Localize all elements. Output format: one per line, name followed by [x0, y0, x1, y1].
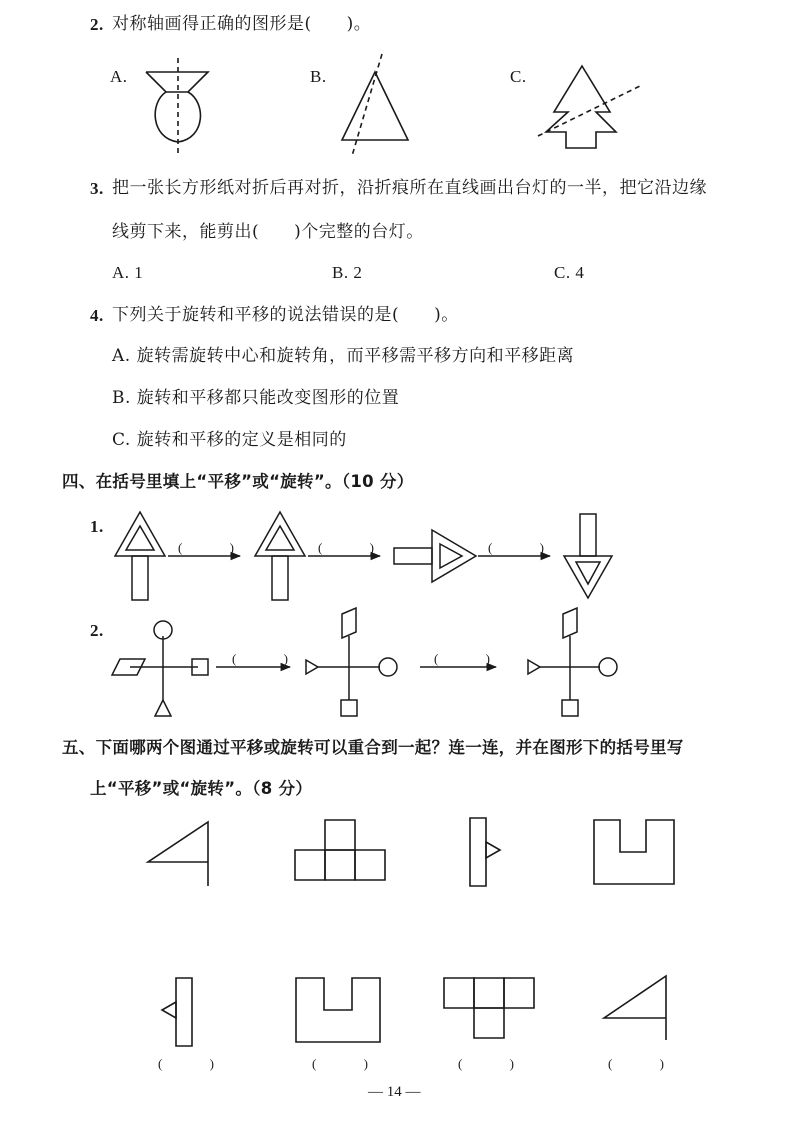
- sec5-bottom-tee: [444, 978, 534, 1038]
- sec5-top-bar-with-tab: [470, 818, 500, 886]
- q4-number: 4.: [90, 306, 104, 325]
- q4-option-c[interactable]: C. 旋转和平移的定义是相同的: [112, 430, 347, 450]
- section-5-line-2: 上“平移”或“旋转”。（8 分）: [90, 779, 313, 798]
- q4-option-a[interactable]: A. 旋转需旋转中心和旋转角，而平移需平移方向和平移距离: [112, 346, 575, 366]
- q2-number: 2.: [90, 15, 104, 34]
- blank-answer-4[interactable]: ( ): [232, 651, 310, 666]
- blank-answer-5[interactable]: ( ): [434, 651, 512, 666]
- sec5-bottom-bar-with-tab: [162, 978, 192, 1046]
- sec4-item-1-number: 1.: [90, 517, 104, 536]
- q3-option-b[interactable]: B. 2: [332, 263, 363, 282]
- q2-option-a[interactable]: A.: [110, 67, 128, 86]
- q3-number: 3.: [90, 179, 104, 198]
- sec5-blank-3[interactable]: ( ): [458, 1056, 536, 1071]
- sec5-blank-2[interactable]: ( ): [312, 1056, 390, 1071]
- q2-option-c[interactable]: C.: [510, 67, 527, 86]
- q3-option-c[interactable]: C. 4: [554, 263, 585, 282]
- page-number: — 14 —: [368, 1084, 421, 1100]
- q2-option-b[interactable]: B.: [310, 67, 327, 86]
- sec5-blank-4[interactable]: ( ): [608, 1056, 686, 1071]
- sec5-top-cross: [295, 820, 385, 880]
- blank-answer-3[interactable]: ( ): [488, 540, 566, 555]
- q3-line-2: 线剪下来，能剪出( )个完整的台灯。: [112, 222, 424, 242]
- section-4-title: 四、在括号里填上“平移”或“旋转”。（10 分）: [62, 472, 414, 491]
- sec5-top-triangle: [148, 822, 208, 886]
- blank-answer-1[interactable]: ( ): [178, 540, 256, 555]
- blank-answer-2[interactable]: ( ): [318, 540, 396, 555]
- sec5-bottom-u-shape: [296, 978, 380, 1042]
- q4-option-b[interactable]: B. 旋转和平移都只能改变图形的位置: [112, 388, 400, 408]
- q3-option-a[interactable]: A. 1: [112, 263, 144, 282]
- q3-line-1: 把一张长方形纸对折后再对折，沿折痕所在直线画出台灯的一半，把它沿边缘: [112, 178, 707, 198]
- section-5-line-1: 五、下面哪两个图通过平移或旋转可以重合到一起？连一连，并在图形下的括号里写: [62, 738, 684, 757]
- q2-stem: 对称轴画得正确的图形是( )。: [112, 14, 372, 34]
- sec5-top-u-shape: [594, 820, 674, 884]
- sec4-item-2-number: 2.: [90, 621, 104, 640]
- q4-stem: 下列关于旋转和平移的说法错误的是( )。: [112, 305, 459, 325]
- sec5-bottom-triangle: [604, 976, 666, 1040]
- sec5-blank-1[interactable]: ( ): [158, 1056, 236, 1071]
